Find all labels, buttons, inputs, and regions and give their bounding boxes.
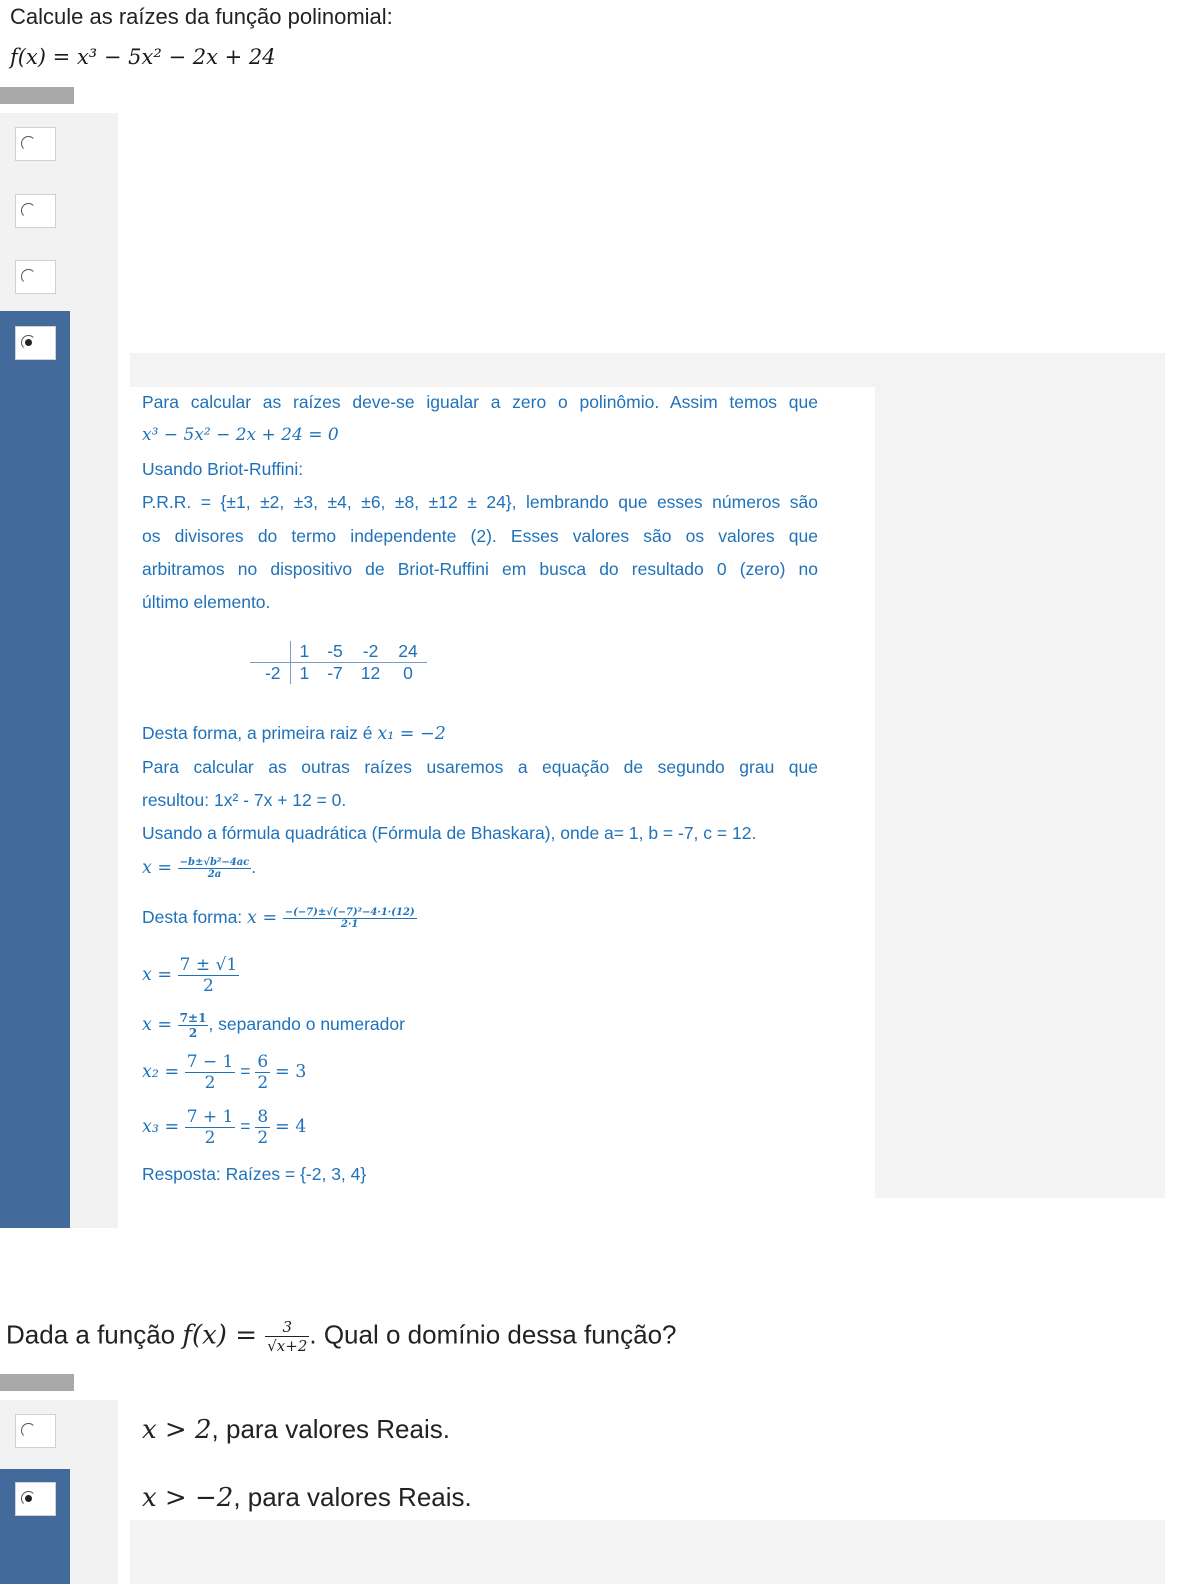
option-1-radio[interactable] (21, 136, 36, 151)
step-2-formula (142, 1011, 822, 1040)
option-4-radio[interactable] (21, 335, 36, 350)
q2-option-1-radio[interactable] (21, 1423, 36, 1438)
x2-denominator-2: 2 (257, 1073, 269, 1093)
option-2-radio[interactable] (21, 203, 36, 218)
question-1-prompt: Calcule as raízes da função polinomial: (10, 4, 393, 29)
ruffini-table (250, 641, 427, 684)
substitution-lhs: x = (247, 908, 283, 929)
x3-denominator-2: 2 (257, 1128, 269, 1148)
question-2-fraction (265, 1318, 309, 1355)
option-4-radio-box[interactable] (15, 326, 56, 360)
option-1-radio-box[interactable] (15, 127, 56, 161)
radio-selected-dot (25, 1495, 32, 1502)
option-3-radio-box[interactable] (15, 260, 56, 294)
function-lhs: f(x) = (10, 45, 77, 69)
step-2-text: , separando o numerador (208, 1014, 405, 1035)
question-1-progress-bar (0, 87, 74, 104)
first-root-text: Desta forma, a primeira raiz é (142, 723, 378, 743)
x3-numerator: 7 + 1 (186, 1107, 234, 1127)
step-1-lhs: x = (142, 965, 178, 986)
q2-option-2-label[interactable] (142, 1482, 472, 1513)
ruffini-cell: 1 (299, 663, 310, 683)
x3-fraction-1 (185, 1107, 236, 1148)
ruffini-cell: 0 (403, 663, 413, 683)
x3-fraction-2 (255, 1107, 270, 1148)
x3-result: = 4 (275, 1117, 307, 1138)
ruffini-cell: 12 (360, 663, 381, 683)
step-1-numerator: 7 ± √1 (179, 955, 238, 975)
ruffini-cell: -2 (352, 641, 389, 663)
feedback-panel (130, 387, 875, 1198)
step-2-lhs: x = (142, 1015, 178, 1036)
x2-formula: x₂ = $\frac{7 - 1}{2}$ = $\frac{6}{2}$ = 3 (142, 1052, 307, 1093)
feedback-prr-line-3: arbitramos no dispositivo de Briot-Ruffini em busca do resultado 0 (zero) no (142, 559, 818, 579)
ruffini-cell: -2 (250, 663, 290, 685)
feedback-paragraph-1: Para calcular as raízes deve-se igualar a zero o polinômio. Assim temos que (142, 392, 818, 412)
q2-option-2-radio[interactable] (21, 1491, 36, 1506)
question-2-feedback-background (130, 1520, 1165, 1584)
q2-option-1-label[interactable] (142, 1414, 450, 1445)
substitution-numerator: −(−7)±√(−7)²−4·1·(12) (284, 907, 415, 918)
x2-fraction-2 (255, 1052, 270, 1093)
step-2-fraction (178, 1011, 209, 1040)
ruffini-cell: -5 (318, 641, 352, 663)
question-2-progress-bar (0, 1374, 74, 1391)
feedback-prr-line-4: último elemento. (142, 592, 271, 612)
question-2-frac-denominator: √x+2 (267, 1337, 308, 1355)
step-1-formula (142, 955, 822, 996)
bhaskara-end: . (251, 857, 257, 878)
first-root-math: x₁ = −2 (377, 724, 446, 744)
bhaskara-denominator: 2a (207, 869, 222, 880)
question-2-frac-numerator: 3 (265, 1318, 309, 1337)
feedback-equation-1: x³ − 5x² − 2x + 24 = 0 (142, 425, 339, 445)
q2-option-1-text: , para valores Reais. (211, 1414, 450, 1444)
function-rhs: x³ − 5x² − 2x + 24 (76, 45, 276, 69)
question-2-prompt-start: Dada a função (6, 1319, 183, 1350)
q2-option-2-math: x > −2 (142, 1483, 234, 1513)
question-1-function (10, 45, 276, 70)
feedback-prr-line-1: P.R.R. = {±1, ±2, ±3, ±4, ±6, ±8, ±12 ± 24}, lembrando que esses números são (142, 492, 818, 512)
feedback-first-root (142, 723, 822, 744)
bhaskara-formula (142, 857, 822, 880)
question-2-function-lhs: f(x) = (182, 1320, 266, 1351)
q2-option-1-radio-box[interactable] (15, 1414, 56, 1448)
step-2-numerator: 7±1 (179, 1011, 207, 1025)
ruffini-top-row (250, 641, 427, 663)
ruffini-cell: -7 (327, 663, 343, 683)
feedback-paragraph-3-line-1: Para calcular as outras raízes usaremos a equação de segundo grau que (142, 757, 818, 777)
bhaskara-lhs: x = (142, 858, 178, 879)
q2-option-2-radio-box[interactable] (15, 1482, 56, 1516)
x3-lhs: x₃ = (142, 1117, 185, 1138)
feedback-prr-line-2: os divisores do termo independente (2). Esses valores são os valores que (142, 526, 818, 546)
x2-result: = 3 (275, 1062, 307, 1083)
feedback-answer: Resposta: Raízes = {-2, 3, 4} (142, 1164, 367, 1184)
ruffini-cell: 24 (389, 641, 426, 663)
q2-option-2-text: , para valores Reais. (233, 1482, 472, 1512)
ruffini-cell (250, 641, 290, 663)
substitution-formula (142, 907, 822, 930)
desta-forma-text: Desta forma: (142, 907, 248, 928)
q2-option-1-math: x > 2 (142, 1415, 212, 1445)
x2-numerator: 7 − 1 (186, 1052, 234, 1072)
x3-numerator-2: 8 (257, 1107, 269, 1127)
step-2-denominator: 2 (188, 1026, 198, 1040)
step-1-denominator: 2 (203, 976, 214, 996)
option-3-radio[interactable] (21, 269, 36, 284)
ruffini-cell: 1 (290, 641, 318, 663)
question-2-prompt (6, 1318, 677, 1355)
option-2-radio-box[interactable] (15, 194, 56, 228)
x2-lhs: x₂ = (142, 1062, 185, 1083)
bhaskara-fraction (178, 857, 252, 880)
x2-numerator-2: 6 (257, 1052, 269, 1072)
step-1-fraction (178, 955, 240, 996)
substitution-fraction (283, 907, 417, 930)
x2-denominator: 2 (204, 1073, 216, 1093)
feedback-paragraph-4: Usando a fórmula quadrática (Fórmula de Bhaskara), onde a= 1, b = -7, c = 12. (142, 823, 757, 843)
selected-option-highlight (0, 311, 70, 1228)
x3-formula: x₃ = $\frac{7 + 1}{2}$ = $\frac{8}{2}$ = 4 (142, 1107, 307, 1148)
substitution-denominator: 2·1 (340, 919, 359, 930)
bhaskara-numerator: −b±√b²−4ac (179, 857, 250, 868)
radio-selected-dot (25, 339, 32, 346)
feedback-paragraph-3-line-2: resultou: 1x² - 7x + 12 = 0. (142, 790, 347, 810)
question-2-prompt-end: . Qual o domínio dessa função? (309, 1319, 677, 1350)
x2-fraction-1 (185, 1052, 236, 1093)
x3-denominator: 2 (204, 1128, 216, 1148)
ruffini-bottom-row (250, 663, 427, 685)
feedback-paragraph-2: Usando Briot-Ruffini: (142, 459, 304, 479)
